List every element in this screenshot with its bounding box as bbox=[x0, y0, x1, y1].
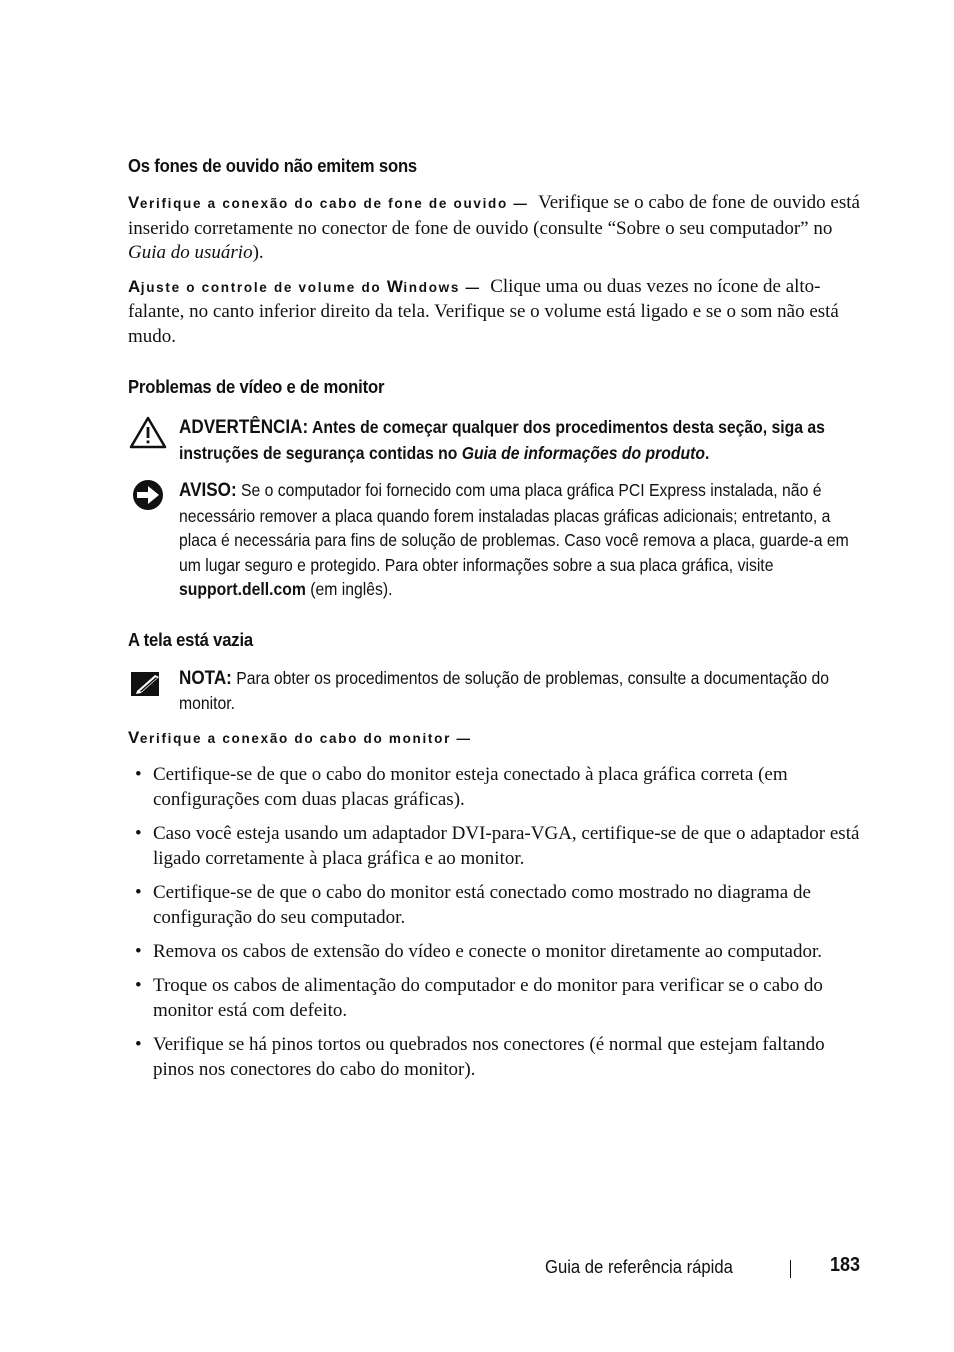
section-heading-video: Problemas de vídeo e de monitor bbox=[128, 376, 385, 397]
list-item: • Certifique-se de que o cabo do monitor esteja conectado à placa gráfica correta (em configurações com duas placas gráficas). bbox=[135, 763, 788, 810]
paragraph-adjust-volume: Ajuste o controle de volume do Windows — Clique uma ou duas vezes no ícone de alto-falante, no canto inferior direito da tela. Verifique se o volume está ligado e se o som não está mudo. bbox=[128, 275, 839, 347]
list-item: • Certifique-se de que o cabo do monitor está conectado como mostrado no diagrama de configuração do seu computador. bbox=[135, 881, 811, 928]
warning-block: ADVERTÊNCIA: Antes de começar qualquer dos procedimentos desta seção, siga as instruções de segurança contidas no Guia de informações do produto. bbox=[128, 415, 860, 465]
page-footer bbox=[545, 1254, 865, 1282]
notice-label: AVISO: bbox=[179, 480, 237, 501]
list-item: • Verifique se há pinos tortos ou quebrados nos conectores (é normal que estejam faltando pinos nos conectores do cabo do monitor). bbox=[135, 1033, 825, 1080]
guide-reference: Guia do usuário bbox=[128, 242, 253, 263]
lead-adjust-volume: Ajuste o controle de volume do Windows — bbox=[128, 276, 481, 296]
warning-triangle-icon bbox=[128, 415, 168, 451]
list-item: • Caso você esteja usando um adaptador DVI-para-VGA, certifique-se de que o adaptador está ligado corretamente à placa gráfica e ao monitor. bbox=[135, 822, 860, 869]
notice-arrow-icon bbox=[128, 478, 168, 514]
note-block: NOTA: Para obter os procedimentos de solução de problemas, consulte a documentação do monitor. bbox=[128, 666, 860, 716]
list-item: • Remova os cabos de extensão do vídeo e conecte o monitor diretamente ao computador. bbox=[135, 940, 823, 962]
notice-block: AVISO: Se o computador foi fornecido com uma placa gráfica PCI Express instalada, não é necessário remover a placa quando forem instaladas placas gráficas adicionais; entretanto, a placa é necessária para fins de solução de problemas. Caso você remova a placa, guarde-a em um lugar seguro e protegido. Para obter informações sobre a sua placa gráfica, visite support.dell.com (em inglês). bbox=[128, 478, 860, 602]
support-link: support.dell.com bbox=[179, 579, 306, 599]
note-pencil-icon bbox=[128, 666, 168, 702]
list-item: • Troque os cabos de alimentação do computador e do monitor para verificar se o cabo do monitor está com defeito. bbox=[135, 974, 823, 1021]
page-body bbox=[128, 150, 860, 1091]
lead-check-headphone-cable: Verifique a conexão do cabo de fone de ouvido — bbox=[128, 193, 529, 212]
subhead-check-monitor-cable: Verifique a conexão do cabo do monitor — bbox=[128, 727, 472, 747]
footer-divider bbox=[790, 1260, 791, 1278]
monitor-checklist bbox=[128, 762, 860, 1082]
warning-label: ADVERTÊNCIA: bbox=[179, 417, 309, 438]
page-number: 183 bbox=[830, 1254, 861, 1276]
section-heading-blank-screen: A tela está vazia bbox=[128, 628, 253, 650]
section-heading-headphones: Os fones de ouvido não emitem sons bbox=[128, 155, 418, 176]
paragraph-check-headphone-cable: Verifique a conexão do cabo de fone de ouvido — Verifique se o cabo de fone de ouvido está inserido corretamente no conector de fone de ouvido (consulte “Sobre o seu computador” no Guia do usuário). bbox=[128, 192, 860, 263]
footer-title: Guia de referência rápida bbox=[545, 1256, 733, 1277]
note-label: NOTA: bbox=[179, 667, 232, 689]
